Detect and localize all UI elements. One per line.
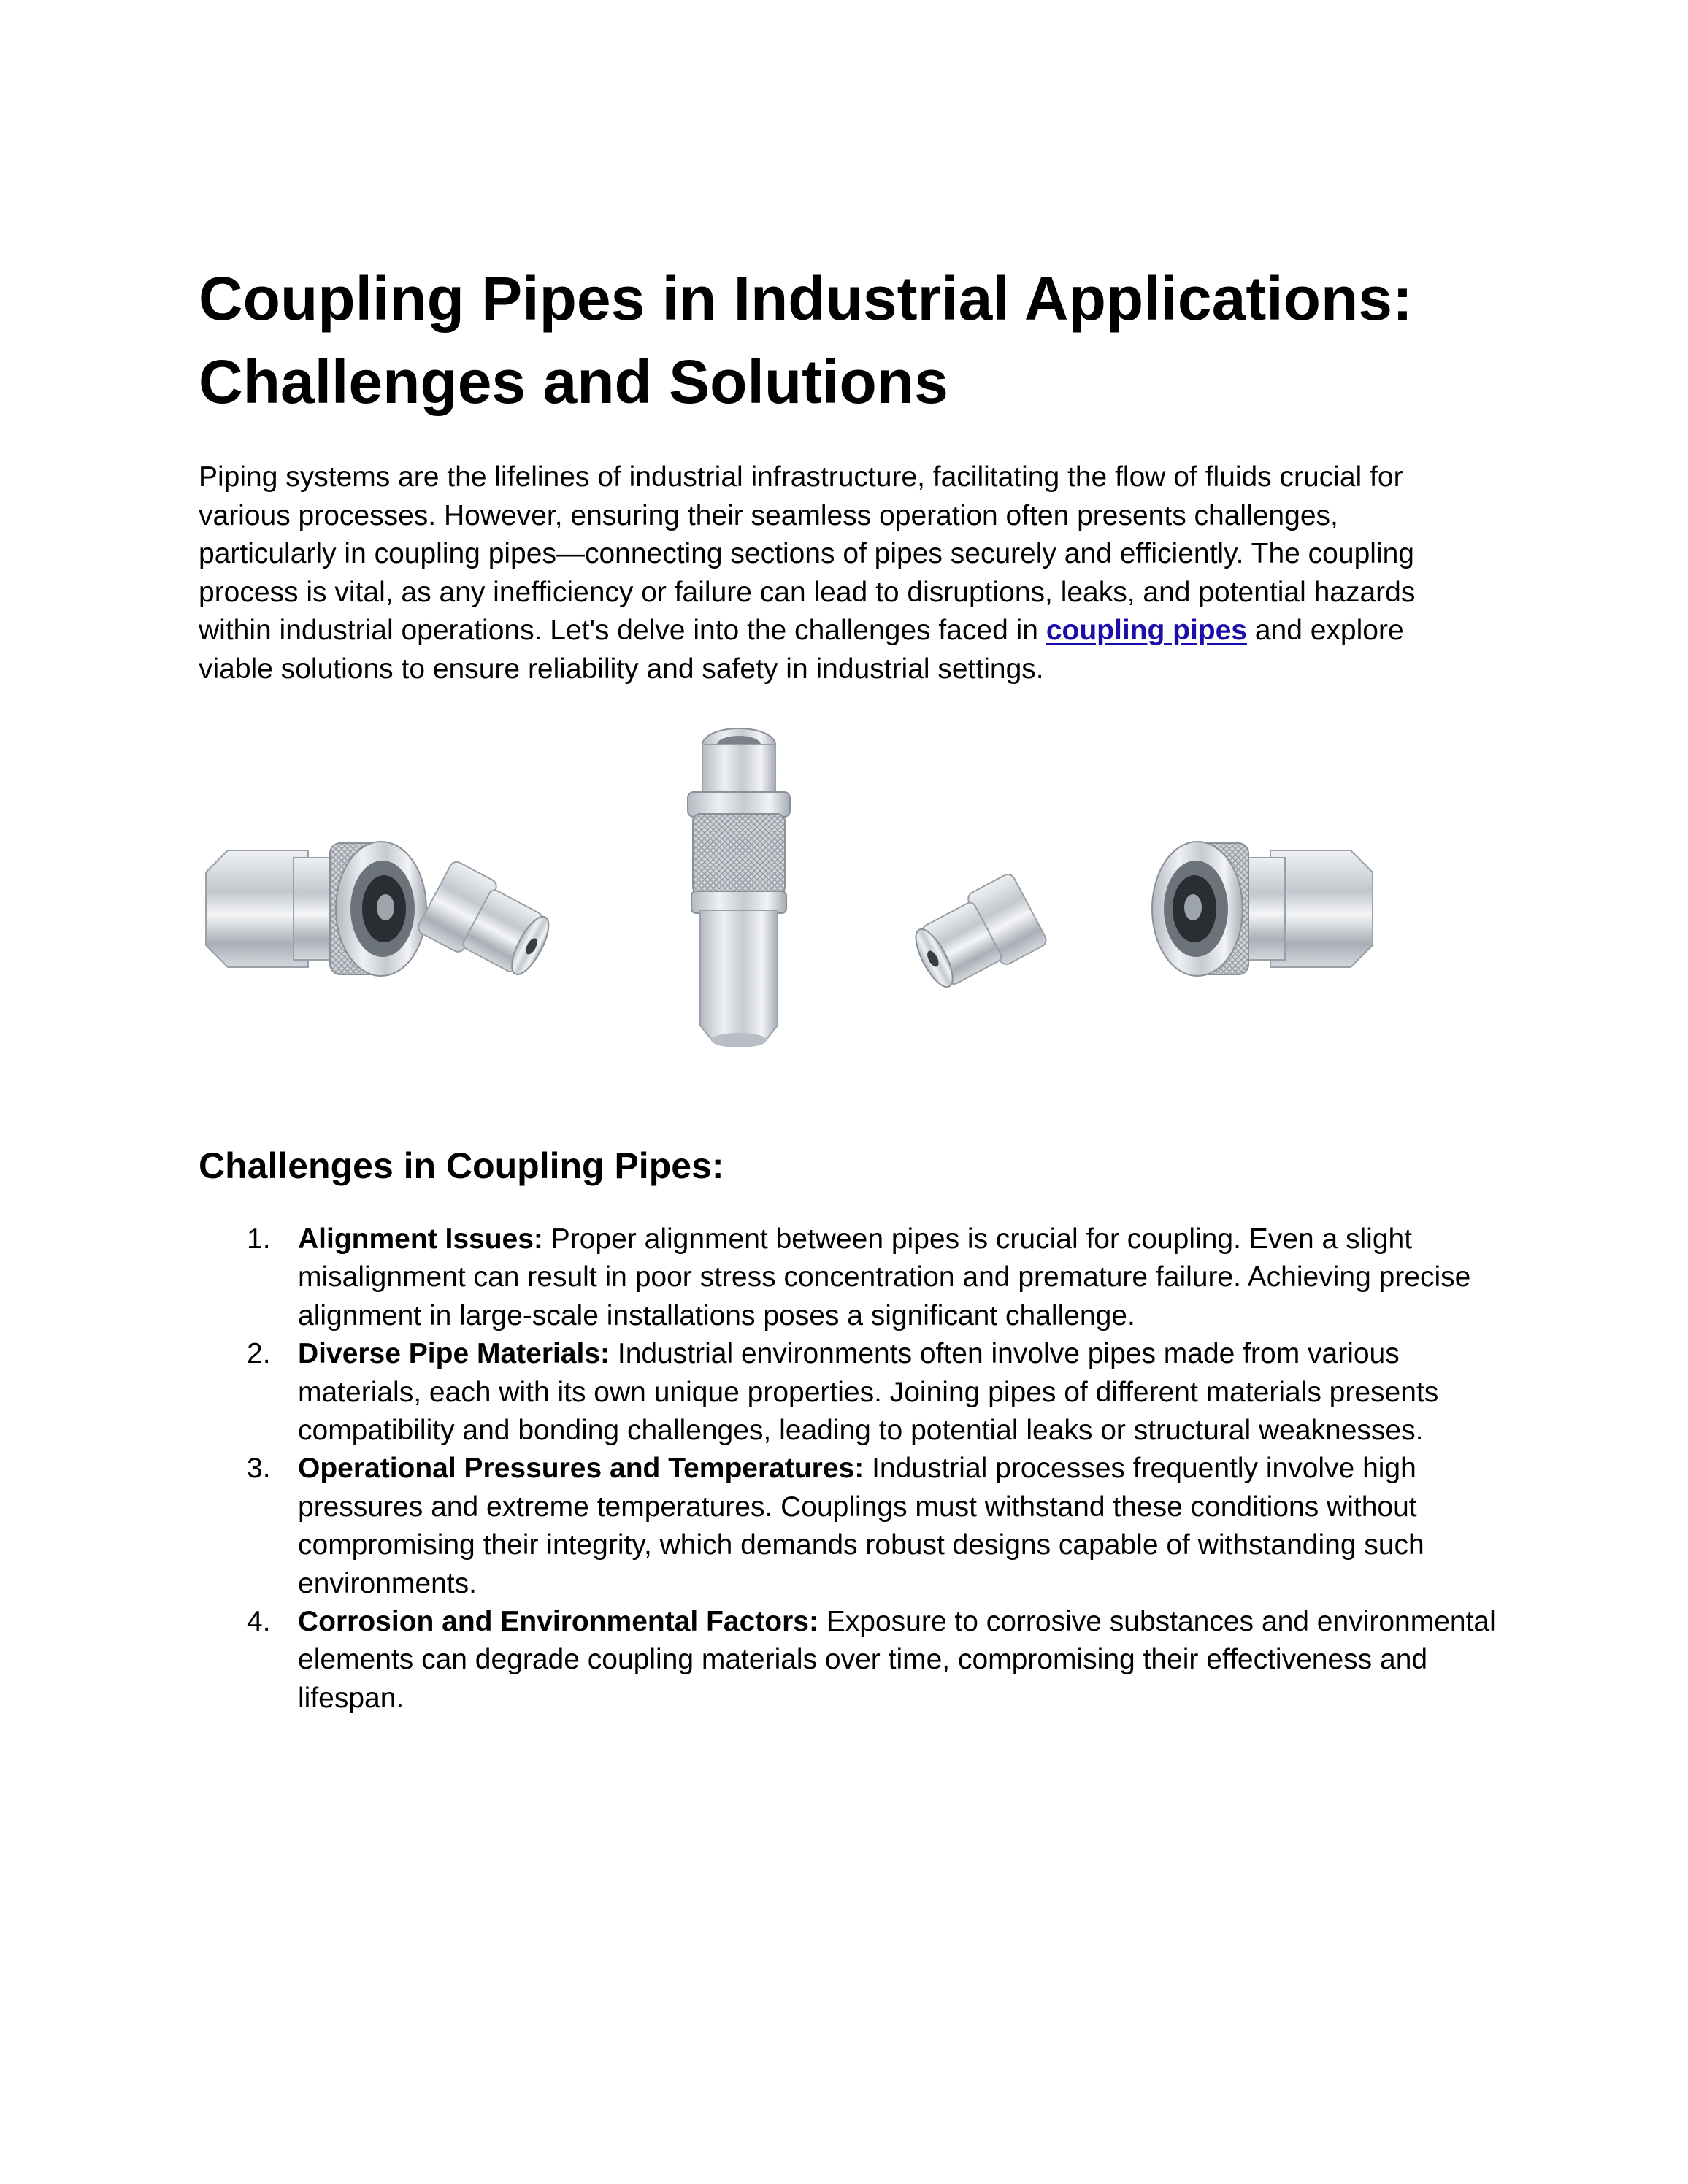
list-item-text: Exposure to corrosive substances and environmental elements can degrade coupling materials over time, compromising their effectiveness and lifespan. — [298, 1606, 1496, 1714]
challenges-list — [199, 1220, 1498, 1718]
intro-paragraph — [199, 458, 1469, 689]
list-item — [199, 1335, 1498, 1450]
list-item-text: Proper alignment between pipes is crucial for coupling. Even a slight misalignment can result in poor stress concentration and premature failure. Achieving precise alignment in large-scale installations poses a significant challenge. — [298, 1223, 1471, 1331]
male-plug-left-icon — [416, 859, 559, 986]
intro-text-after-link: and explore viable solutions to ensure reliability and safety in industrial settings. — [199, 615, 1404, 685]
section-heading-challenges: Challenges in Coupling Pipes: — [199, 1145, 724, 1186]
list-item — [199, 1450, 1498, 1603]
male-plug-right-icon — [905, 872, 1048, 999]
list-item-lead: Alignment Issues: — [298, 1223, 543, 1255]
list-item-lead: Corrosion and Environmental Factors: — [298, 1606, 818, 1638]
assembled-coupler-center-icon — [688, 728, 790, 1047]
female-coupler-left-icon — [206, 842, 426, 976]
intro-text-before-link: Piping systems are the lifelines of industrial infrastructure, facilitating the flow of fluids crucial for various processes. However, ensuring their seamless operation often presents challenges, particularly in coupling pipes—connecting sections of pipes securely and efficiently. The coupling process is vital, as any inefficiency or failure can lead to disruptions, leaks, and potential hazards within industrial operations. Let's delve into the challenges faced in — [199, 461, 1416, 647]
page-title: Coupling Pipes in Industrial Applications: Challenges and Solutions — [199, 264, 1413, 416]
list-item — [199, 1603, 1498, 1718]
list-item-lead: Diverse Pipe Materials: — [298, 1338, 610, 1370]
list-item — [199, 1220, 1498, 1335]
list-item-text: Industrial environments often involve pipes made from various materials, each with its own unique properties. Joining pipes of different materials presents compatibility and bonding challenges, leading to potential leaks or structural weaknesses. — [298, 1338, 1439, 1447]
list-item-number: 2. — [247, 1338, 271, 1370]
list-item-lead: Operational Pressures and Temperatures: — [298, 1453, 864, 1485]
coupler-set-image — [199, 712, 1381, 1055]
female-coupler-right-icon — [1152, 842, 1373, 976]
list-item-text: Industrial processes frequently involve high pressures and extreme temperatures. Couplings must withstand these conditions without compromising their integrity, which demands robust designs capable of withstanding such environments. — [298, 1453, 1424, 1599]
list-item-number: 1. — [247, 1223, 271, 1255]
list-item-number: 4. — [247, 1606, 271, 1638]
coupling-pipes-link[interactable]: coupling pipes — [1046, 615, 1247, 647]
list-item-number: 3. — [247, 1453, 271, 1485]
